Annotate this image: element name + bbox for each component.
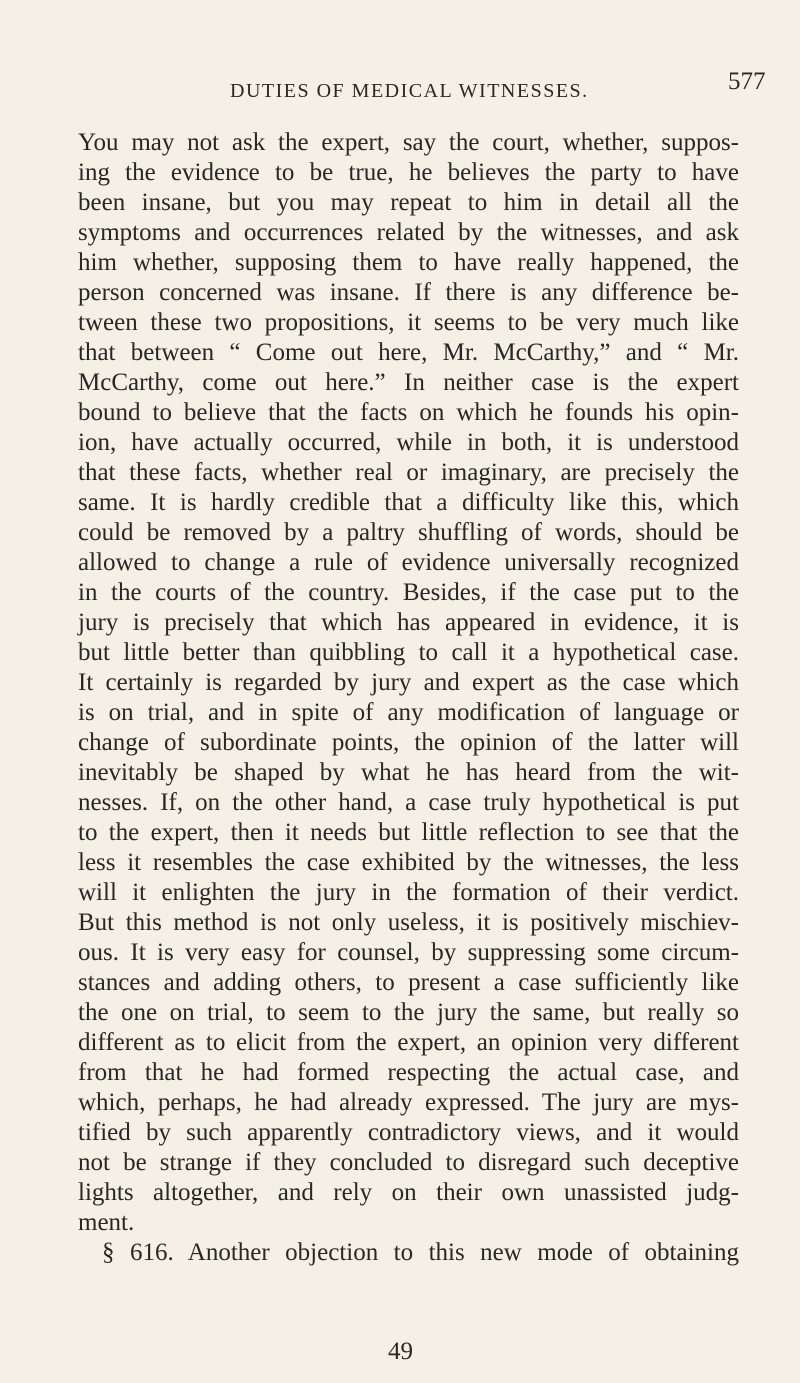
text-line: that between “ Come out here, Mr. McCarthy,” and “ Mr.	[78, 339, 739, 366]
text-line: less it resembles the case exhibited by the witnesses, the less	[78, 849, 739, 876]
text-line: but little better than quibbling to call it a hypothetical case.	[78, 639, 739, 666]
text-line: You may not ask the expert, say the court, whether, suppos-	[78, 129, 739, 156]
text-line: nesses. If, on the other hand, a case truly hypothetical is put	[78, 789, 739, 816]
section-line: § 616. Another objection to this new mode of obtaining	[102, 1239, 739, 1266]
text-line: person concerned was insane. If there is any difference be-	[78, 279, 739, 306]
text-line: McCarthy, come out here.” In neither case is the expert	[78, 369, 739, 396]
text-line: to the expert, then it needs but little reflection to see that the	[78, 819, 739, 846]
text-line: But this method is not only useless, it is positively mischiev-	[78, 909, 739, 936]
text-line: change of subordinate points, the opinion of the latter will	[78, 729, 739, 756]
text-line: jury is precisely that which has appeared in evidence, it is	[78, 609, 739, 636]
text-line: tween these two propositions, it seems to be very much like	[78, 309, 739, 336]
text-line: that these facts, whether real or imaginary, are precisely the	[78, 459, 739, 486]
page-number: 577	[728, 68, 766, 95]
text-line: same. It is hardly credible that a difficulty like this, which	[78, 489, 739, 516]
text-line: could be removed by a paltry shuffling of words, should be	[78, 519, 739, 546]
text-line: different as to elicit from the expert, an opinion very different	[78, 1029, 739, 1056]
text-line: ing the evidence to be true, he believes the party to have	[78, 159, 739, 186]
text-line: him whether, supposing them to have really happened, the	[78, 249, 739, 276]
text-line: allowed to change a rule of evidence universally recognized	[78, 549, 739, 576]
text-line: ment.	[78, 1209, 135, 1236]
text-line: symptoms and occurrences related by the witnesses, and ask	[78, 219, 739, 246]
text-line: the one on trial, to seem to the jury the same, but really so	[78, 999, 739, 1026]
signature-mark: 49	[388, 1338, 413, 1365]
text-line: tified by such apparently contradictory views, and it would	[78, 1119, 739, 1146]
text-line: not be strange if they concluded to disregard such deceptive	[78, 1149, 739, 1176]
text-line: stances and adding others, to present a case sufficiently like	[78, 969, 739, 996]
text-line: is on trial, and in spite of any modification of language or	[78, 699, 739, 726]
text-line: will it enlighten the jury in the formation of their verdict.	[78, 879, 739, 906]
text-line: inevitably be shaped by what he has heard from the wit-	[78, 759, 739, 786]
text-line: in the courts of the country. Besides, if the case put to the	[78, 579, 739, 606]
text-line: which, perhaps, he had already expressed. The jury are mys-	[78, 1089, 739, 1116]
running-head: DUTIES OF MEDICAL WITNESSES.	[230, 80, 589, 102]
text-line: ous. It is very easy for counsel, by suppressing some circum-	[78, 939, 739, 966]
text-line: bound to believe that the facts on which he founds his opin-	[78, 399, 739, 426]
text-line: It certainly is regarded by jury and expert as the case which	[78, 669, 739, 696]
text-line: from that he had formed respecting the actual case, and	[78, 1059, 739, 1086]
text-line: lights altogether, and rely on their own unassisted judg-	[78, 1179, 739, 1206]
text-line: been insane, but you may repeat to him in detail all the	[78, 189, 739, 216]
text-line: ion, have actually occurred, while in both, it is understood	[78, 429, 739, 456]
